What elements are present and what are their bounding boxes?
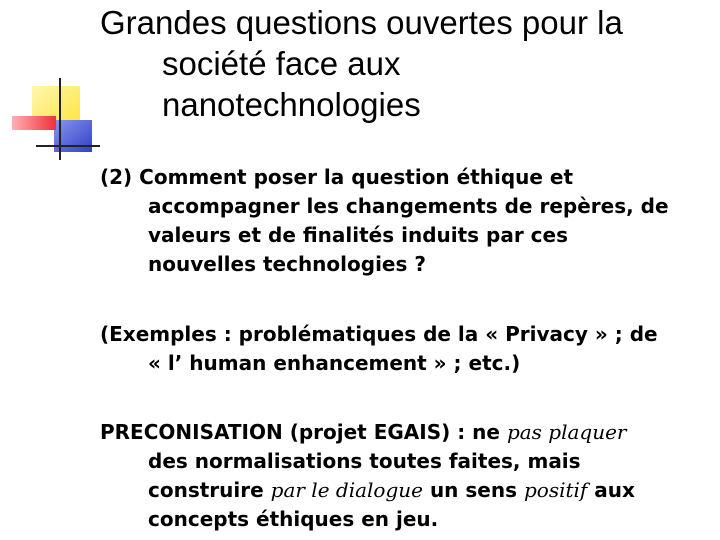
question-paragraph: [100, 163, 710, 279]
red-bar: [12, 116, 56, 130]
examples-paragraph: [100, 320, 710, 378]
question-line-2: accompagner les changements de repères, de: [148, 194, 669, 218]
recommendation-line-1-text: PRECONISATION (projet EGAIS) : ne: [100, 420, 507, 444]
recommendation-line-3-text-c: un sens: [422, 478, 524, 502]
question-line-1: (2) Comment poser la question éthique et: [100, 165, 574, 189]
recommendation-line-2: des normalisations toutes faites, mais: [148, 449, 581, 473]
slide-title: [100, 2, 700, 125]
examples-line-2: « l’ human enhancement » ; etc.): [148, 351, 521, 375]
recommendation-line-3-text-a: construire: [148, 478, 271, 502]
title-line-1: Grandes questions ouvertes pour la: [100, 4, 623, 41]
emphasis-pas-plaquer: pas plaquer: [506, 420, 627, 444]
recommendation-line-3-text-e: aux: [587, 478, 635, 502]
recommendation-line-1: [100, 418, 710, 447]
recommendation-paragraph: [100, 418, 710, 534]
recommendation-line-3: [100, 476, 710, 505]
emphasis-par-le-dialogue: par le dialogue: [270, 478, 423, 502]
title-line-3: nanotechnologies: [162, 86, 421, 123]
corner-decoration: [0, 0, 110, 170]
question-line-3: valeurs et de finalités induits par ces: [148, 223, 569, 247]
title-line-2: société face aux: [162, 45, 401, 82]
recommendation-line-4: concepts éthiques en jeu.: [148, 507, 439, 531]
emphasis-positif: positif: [523, 478, 588, 502]
examples-line-1: (Exemples : problématiques de la « Privacy » ; de: [100, 322, 658, 346]
question-line-4: nouvelles technologies ?: [148, 252, 426, 276]
